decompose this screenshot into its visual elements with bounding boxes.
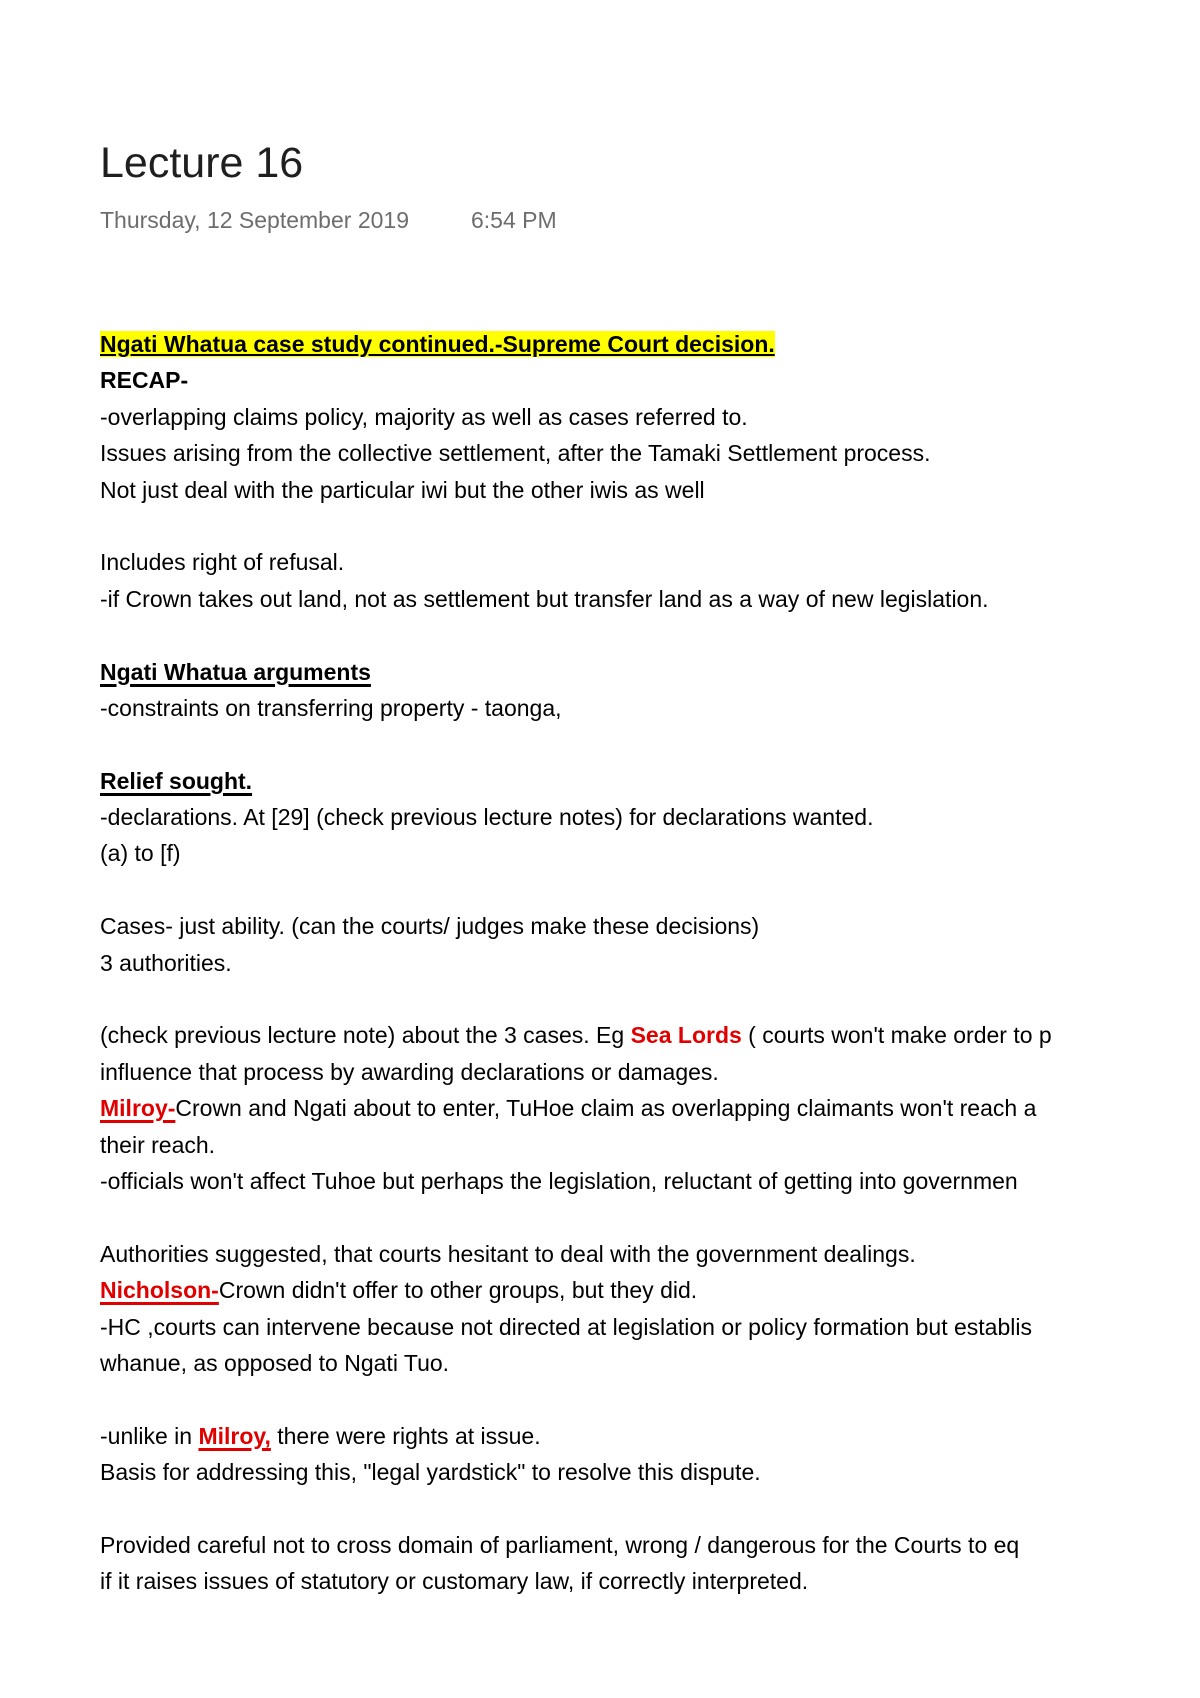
line-text: Crown didn't offer to other groups, but they did. [218,1277,698,1304]
note-line: influence that process by awarding declarations or damages. [100,1058,719,1085]
note-date: Thursday, 12 September 2019 [100,207,409,233]
note-line-sea-lords [100,1017,1200,1053]
case-name-milroy-ref: Milroy, [198,1422,271,1449]
note-line: -declarations. At [29] (check previous lecture notes) for declarations wanted. [100,804,874,831]
note-line: Provided careful not to cross domain of parliament, wrong / dangerous for the Courts to eq [100,1531,1020,1558]
heading-text: Ngati Whatua arguments [100,658,371,685]
note-line-unlike-milroy [100,1418,1200,1454]
note-line: Authorities suggested, that courts hesitant to deal with the government dealings. [100,1240,916,1267]
note-line: if it raises issues of statutory or customary law, if correctly interpreted. [100,1568,809,1595]
heading-text: Relief sought. [100,767,253,794]
blank-line [100,981,1200,1017]
note-line: whanue, as opposed to Ngati Tuo. [100,1349,450,1376]
note-line: -constraints on transferring property - taonga, [100,694,562,721]
note-line: their reach. [100,1131,216,1158]
section-heading-relief [100,763,1200,799]
note-body [100,326,1200,1600]
section-heading-arguments [100,654,1200,690]
page-title: Lecture 16 [100,139,304,187]
line-text: (check previous lecture note) about the 3 cases. Eg [100,1022,631,1049]
section-heading-case-study [100,326,1200,362]
note-line-nicholson [100,1272,1200,1308]
case-name-milroy: Milroy- [100,1095,176,1122]
note-line-milroy [100,1090,1200,1126]
blank-line [100,1381,1200,1417]
note-line: -overlapping claims policy, majority as well as cases referred to. [100,403,748,430]
note-time: 6:54 PM [470,207,557,233]
blank-line [100,726,1200,762]
note-line: Basis for addressing this, "legal yardstick" to resolve this dispute. [100,1459,761,1486]
line-text: -unlike in [100,1422,199,1449]
note-line: -officials won't affect Tuhoe but perhaps the legislation, reluctant of getting into governmen [100,1167,1018,1194]
note-line: Includes right of refusal. [100,549,345,576]
blank-line [100,617,1200,653]
note-line: Not just deal with the particular iwi but the other iwis as well [100,476,705,503]
line-text: ( courts won't make order to p [741,1022,1052,1049]
recap-label: RECAP- [100,367,189,394]
line-text: there were rights at issue. [270,1422,541,1449]
note-line: 3 authorities. [100,949,232,976]
note-line: Cases- just ability. (can the courts/ judges make these decisions) [100,913,760,940]
note-timestamp [100,206,557,234]
highlighted-heading: Ngati Whatua case study continued.-Supreme Court decision. [100,331,775,357]
blank-line [100,1199,1200,1235]
note-line: -HC ,courts can intervene because not directed at legislation or policy formation but establis [100,1313,1032,1340]
blank-line [100,872,1200,908]
note-line: (a) to [f) [100,840,181,867]
line-text: Crown and Ngati about to enter, TuHoe claim as overlapping claimants won't reach a [175,1095,1037,1122]
note-line: Issues arising from the collective settlement, after the Tamaki Settlement process. [100,440,931,467]
blank-line [100,1491,1200,1527]
case-name-sea-lords: Sea Lords [630,1022,742,1049]
note-line: -if Crown takes out land, not as settlement but transfer land as a way of new legislation. [100,585,989,612]
blank-line [100,508,1200,544]
case-name-nicholson: Nicholson- [100,1277,219,1304]
